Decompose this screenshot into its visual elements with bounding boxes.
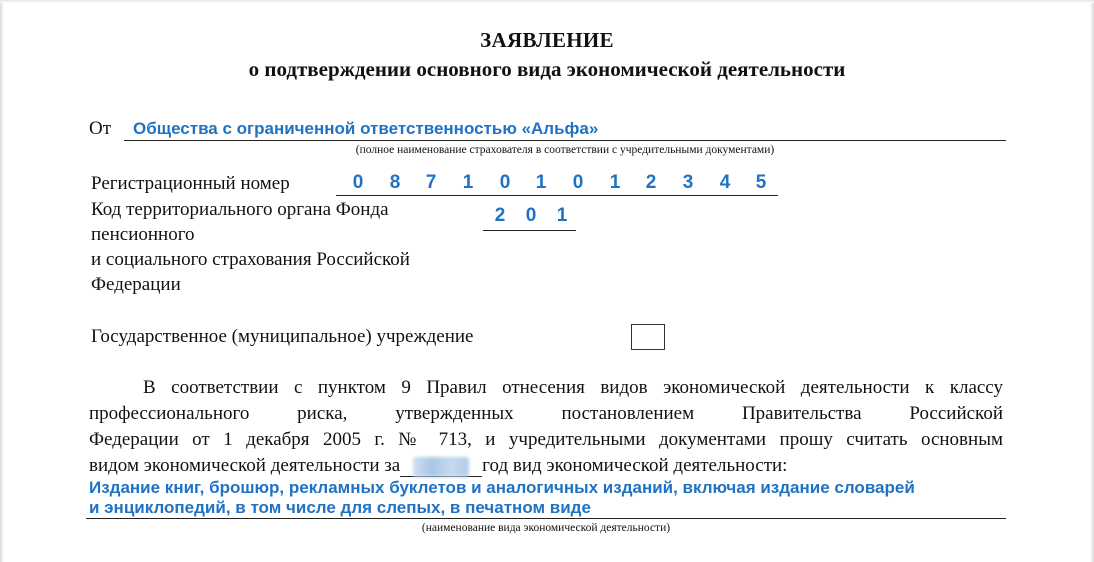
registration-underline	[336, 195, 778, 196]
document-subtitle: о подтверждении основного вида экономической деятельности	[248, 57, 846, 81]
body-line-2: профессионального риска, утвержденных постановлением Правительства Российской	[89, 403, 1003, 424]
state-institution-label: Государственное (муниципальное) учреждение	[91, 326, 474, 347]
registration-digit: 1	[609, 172, 621, 193]
body-line-4-start: видом экономической деятельности за	[89, 455, 401, 476]
body-line-4	[89, 453, 1003, 479]
registration-digit: 0	[352, 172, 364, 193]
territorial-digit: 2	[494, 205, 506, 226]
body-line-4-end: год вид экономической деятельности:	[482, 455, 788, 476]
page-edge-top	[0, 0, 1094, 3]
territorial-underline	[483, 230, 576, 231]
territorial-label-line: и социального страхования Российской	[91, 249, 410, 270]
activity-caption: (наименование вида экономической деятельности)	[421, 522, 671, 534]
registration-digit: 5	[755, 172, 767, 193]
page-edge-right	[1090, 0, 1094, 562]
page-edge-left	[0, 0, 4, 562]
territorial-label-line: Код территориального органа Фонда	[91, 199, 389, 220]
registration-digit: 0	[572, 172, 584, 193]
activity-underline	[86, 518, 1006, 519]
activity-line-2[interactable]: и энциклопедий, в том числе для слепых, в печатном виде	[89, 498, 591, 517]
registration-digit: 2	[645, 172, 657, 193]
registration-digit: 4	[719, 172, 731, 193]
territorial-label-line: пенсионного	[91, 224, 195, 245]
body-line-3: Федерации от 1 декабря 2005 г. № 713, и учредительными документами прошу считать основным	[89, 429, 1003, 450]
from-value[interactable]: Общества с ограниченной ответственностью «Альфа»	[133, 119, 599, 138]
registration-digit: 1	[462, 172, 474, 193]
registration-digit: 8	[389, 172, 401, 193]
activity-line-1[interactable]: Издание книг, брошюр, рекламных буклетов и аналогичных изданий, включая издание словарей	[89, 478, 915, 497]
registration-digit: 0	[499, 172, 511, 193]
year-redacted	[413, 457, 469, 477]
state-institution-checkbox[interactable]	[631, 324, 665, 350]
registration-digit: 3	[682, 172, 694, 193]
year-field[interactable]	[400, 456, 482, 477]
from-underline	[124, 140, 1006, 141]
registration-digit: 7	[425, 172, 437, 193]
territorial-digit: 1	[556, 205, 568, 226]
registration-label: Регистрационный номер	[91, 173, 290, 194]
registration-digit: 1	[535, 172, 547, 193]
body-line-1: В соответствии с пунктом 9 Правил отнесения видов экономической деятельности к классу	[143, 377, 1003, 398]
territorial-label-line: Федерации	[91, 274, 181, 295]
from-caption: (полное наименование страхователя в соответствии с учредительными документами)	[355, 144, 775, 156]
document-title: ЗАЯВЛЕНИЕ	[480, 28, 614, 52]
territorial-digit: 0	[525, 205, 537, 226]
from-label: От	[89, 118, 112, 139]
